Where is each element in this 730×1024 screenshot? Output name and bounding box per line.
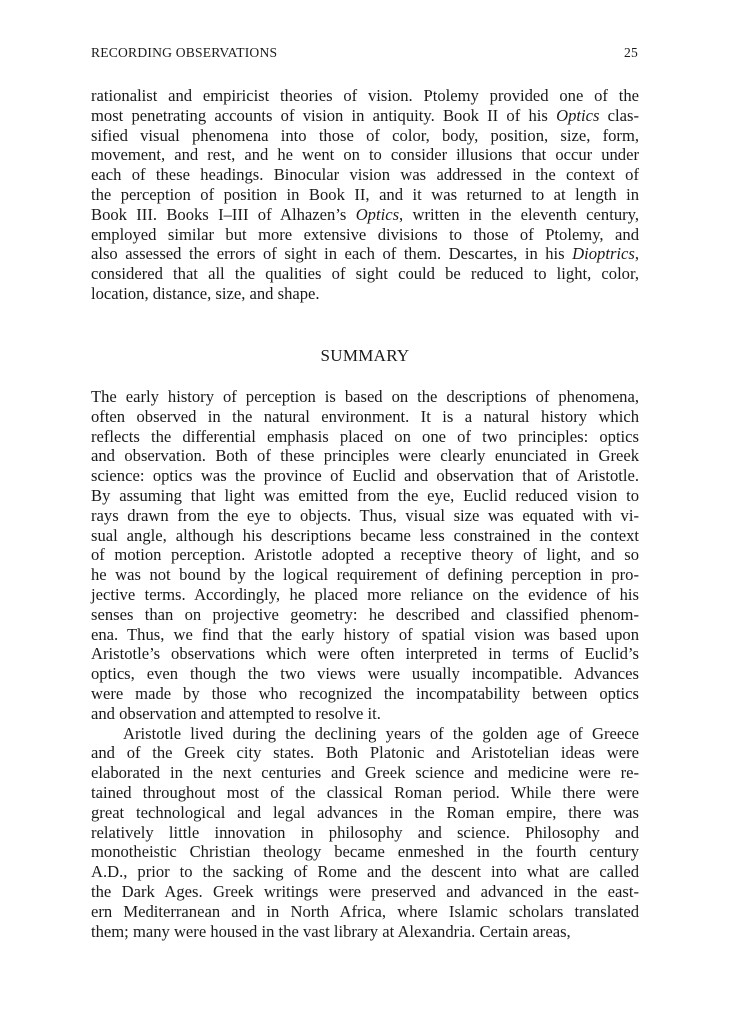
text-line: rationalist and empiricist theories of vision. Ptolemy provided one of the	[91, 86, 639, 105]
text-line: of motion perception. Aristotle adopted a receptive theory of light, and so	[91, 545, 639, 565]
text-line: The early history of perception is based on the descriptions of phenomena,	[91, 387, 639, 406]
intro-paragraph	[91, 86, 639, 304]
text-line: great technological and legal advances in the Roman empire, there was	[91, 802, 639, 822]
text-line: movement, and rest, and he went on to consider illusions that occur under	[91, 145, 639, 165]
text-line: jective terms. Accordingly, he placed more reliance on the evidence of his	[91, 584, 639, 604]
text-line: ena. Thus, we find that the early history of spatial vision was based upon	[91, 624, 639, 644]
text-line: senses than on projective geometry: he described and classified phenom-	[91, 604, 639, 624]
text-line: By assuming that light was emitted from the eye, Euclid reduced vision to	[91, 485, 639, 505]
text-line: most penetrating accounts of vision in antiquity. Book II of his Optics clas-	[91, 105, 639, 125]
text-line: A.D., prior to the sacking of Rome and the descent into what are called	[91, 862, 639, 882]
text-line: tained throughout most of the classical Roman period. While there were	[91, 782, 639, 802]
running-title: RECORDING OBSERVATIONS	[91, 45, 278, 60]
text-line: he was not bound by the logical requirement of defining perception in pro-	[91, 565, 639, 585]
text-line: the Dark Ages. Greek writings were preserved and advanced in the east-	[91, 881, 639, 901]
text-line: Aristotle’s observations which were often interpreted in terms of Euclid’s	[91, 644, 639, 664]
summary-paragraph-2	[91, 724, 639, 942]
text-line: location, distance, size, and shape.	[91, 283, 320, 303]
page-number: 25	[624, 45, 638, 60]
text-line: Book III. Books I–III of Alhazen’s Optics, written in the eleventh century,	[91, 204, 640, 224]
text-line: monotheistic Christian theology became enmeshed in the fourth century	[91, 842, 639, 862]
text-line: science: optics was the province of Euclid and observation that of Aristotle.	[91, 466, 639, 486]
summary-body	[91, 387, 639, 941]
text-line: reflects the differential emphasis placed on one of two principles: optics	[91, 426, 639, 446]
text-line: and observation. Both of these principles were clearly enunciated in Greek	[91, 446, 639, 466]
text-line: sual angle, although his descriptions became less constrained in the context	[91, 525, 639, 545]
section-heading: SUMMARY	[320, 346, 410, 365]
text-line: the perception of position in Book II, and it was returned to at length in	[91, 184, 639, 204]
text-line: optics, even though the two views were usually incompatible. Advances	[91, 664, 639, 684]
summary-paragraph-1	[91, 387, 639, 724]
text-line: also assessed the errors of sight in each of them. Descartes, in his Dioptrics,	[91, 244, 639, 264]
text-line: each of these headings. Binocular vision was addressed in the context of	[91, 165, 639, 185]
text-line: rays drawn from the eye to objects. Thus, visual size was equated with vi-	[91, 505, 639, 525]
text-line: employed similar but more extensive divisions to those of Ptolemy, and	[91, 224, 639, 244]
text-line: and observation and attempted to resolve it.	[91, 703, 381, 723]
text-line: them; many were housed in the vast library at Alexandria. Certain areas,	[91, 921, 571, 941]
text-line: Aristotle lived during the declining years of the golden age of Greece	[123, 723, 639, 743]
text-line: relatively little innovation in philosophy and science. Philosophy and	[91, 822, 639, 842]
running-head	[91, 45, 639, 61]
text-line: ern Mediterranean and in North Africa, where Islamic scholars translated	[91, 901, 639, 921]
text-line: considered that all the qualities of sight could be reduced to light, color,	[91, 264, 639, 284]
text-line: were made by those who recognized the incompatability between optics	[91, 683, 639, 703]
text-line: and of the Greek city states. Both Platonic and Aristotelian ideas were	[91, 743, 639, 763]
text-line: sified visual phenomena into those of color, body, position, size, form,	[91, 125, 639, 145]
text-line: often observed in the natural environment. It is a natural history which	[91, 406, 639, 426]
text-line: elaborated in the next centuries and Greek science and medicine were re-	[91, 763, 639, 783]
